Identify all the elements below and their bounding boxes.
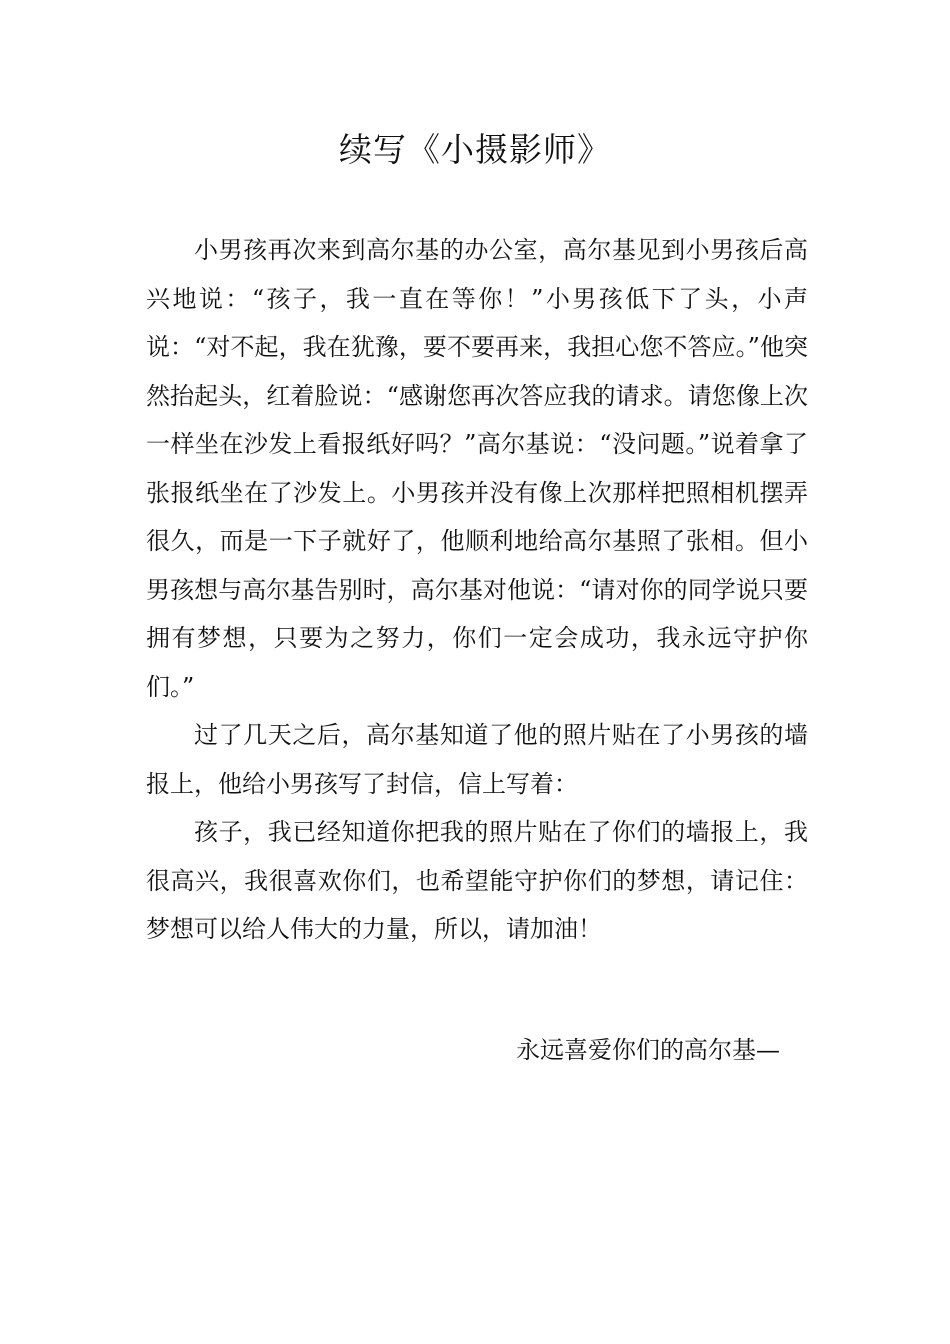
document-title: 续写《小摄影师》 xyxy=(339,130,611,169)
paragraph-3-letter: 孩子，我已经知道你把我的照片贴在了你们的墙报上，我很高兴，我很喜欢你们，也希望能守护你们的梦想，请记住：梦想可以给人伟大的力量，所以，请加油！ xyxy=(146,818,808,943)
paragraph-1: 小男孩再次来到高尔基的办公室，高尔基见到小男孩后高兴地说：“孩子，我一直在等你！”小男孩低下了头，小声说：“对不起，我在犹豫，要不要再来，我担心您不答应。”他突然抬起头，红着脸说：“感谢您再次答应我的请求。请您像上次一样坐在沙发上看报纸好吗？”高尔基说：“没问题。”说着拿了张报纸坐在了沙发上。小男孩并没有像上次那样把照相机摆弄很久，而是一下子就好了，他顺利地给高尔基照了张相。但小男孩想与高尔基告别时，高尔基对他说：“请对你的同学说只要拥有梦想，只要为之努力，你们一定会成功，我永远守护你们。” xyxy=(146,236,808,701)
letter-signature: 永远喜爱你们的高尔基— xyxy=(516,1036,780,1064)
paragraph-2: 过了几天之后，高尔基知道了他的照片贴在了小男孩的墙报上，他给小男孩写了封信，信上写着： xyxy=(146,721,808,798)
document-body xyxy=(146,226,808,954)
